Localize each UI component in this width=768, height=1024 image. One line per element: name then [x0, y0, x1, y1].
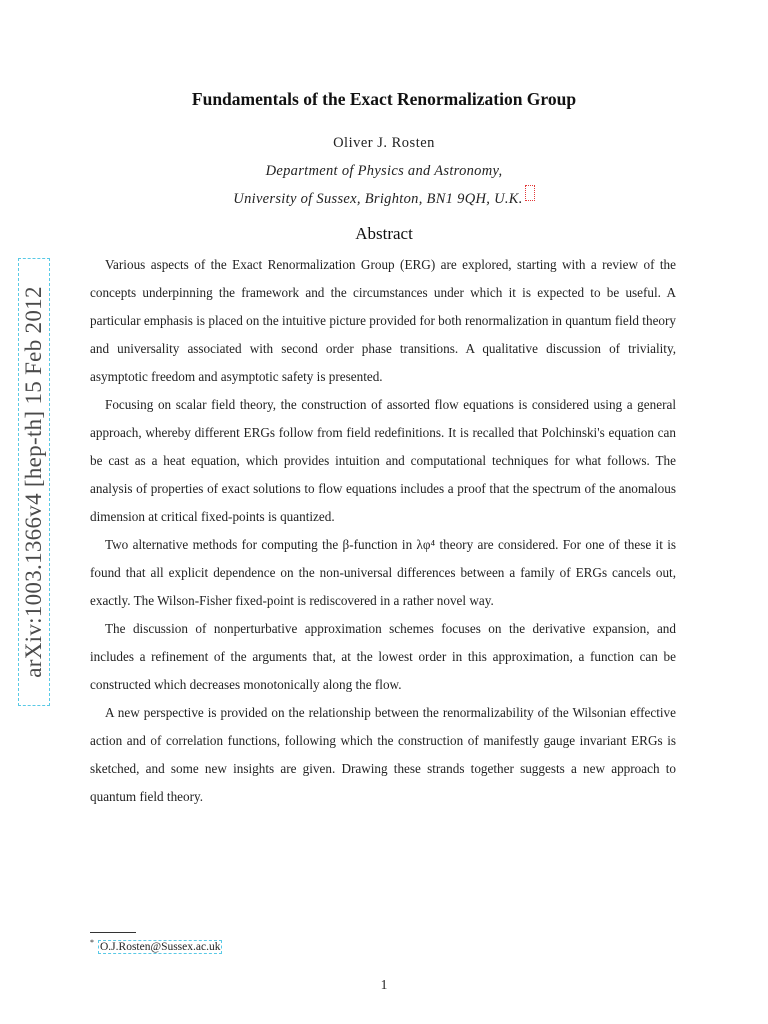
affiliation-line-2 [0, 191, 768, 208]
footnote-marker: * [90, 938, 94, 947]
affiliation-line-2-text: University of Sussex, Brighton, BN1 9QH, U.K. [233, 191, 523, 207]
arxiv-identifier-text: arXiv:1003.1366v4 [hep-th] 15 Feb 2012 [21, 286, 46, 678]
abstract-body [90, 251, 676, 811]
footnote [90, 938, 222, 953]
abstract-paragraph: The discussion of nonperturbative approximation schemes focuses on the derivative expansion, and includes a refinement of the arguments that, at the lowest order in this approximation, a function can be constructed which decreases monotonically along the flow. [90, 621, 676, 692]
abstract-paragraph: Focusing on scalar field theory, the construction of assorted flow equations is considered using a general approach, whereby different ERGs follow from field redefinitions. It is recalled that Polchinski's equation can be cast as a heat equation, which provides intuition and computational techniques for what follows. The analysis of properties of exact solutions to flow equations includes a proof that the spectrum of the anomalous dimension at critical fixed-points is quantized. [90, 397, 676, 524]
paper-title: Fundamentals of the Exact Renormalization Group [191, 89, 577, 109]
affiliation-line-1: Department of Physics and Astronomy, [265, 163, 503, 179]
author-name: Oliver J. Rosten [333, 135, 435, 151]
arxiv-identifier-stamp[interactable] [18, 258, 50, 706]
footnote-rule [90, 932, 136, 933]
footnote-link-marker[interactable] [525, 185, 535, 201]
abstract-paragraph: Various aspects of the Exact Renormalization Group (ERG) are explored, starting with a review of the concepts underpinning the framework and the circumstances under which it is expected to be useful. A particular emphasis is placed on the intuitive picture provided for both renormalization in quantum field theory and universality associated with second order phase transitions. A qualitative discussion of triviality, asymptotic freedom and asymptotic safety is presented. [90, 257, 676, 384]
abstract-heading: Abstract [355, 224, 413, 243]
email-link[interactable]: O.J.Rosten@Sussex.ac.uk [100, 940, 221, 953]
abstract-paragraph: A new perspective is provided on the relationship between the renormalizability of the Wilsonian effective action and of correlation functions, following which the construction of manifestly gauge invariant ERGs is sketched, and some new insights are given. Drawing these strands together suggests a new approach to quantum field theory. [90, 705, 676, 804]
abstract-paragraph: Two alternative methods for computing the β-function in λφ⁴ theory are considered. For one of these it is found that all explicit dependence on the non-universal differences between a family of ERGs cancels out, exactly. The Wilson-Fisher fixed-point is rediscovered in a rather novel way. [90, 537, 676, 608]
page-number: 1 [380, 977, 388, 992]
